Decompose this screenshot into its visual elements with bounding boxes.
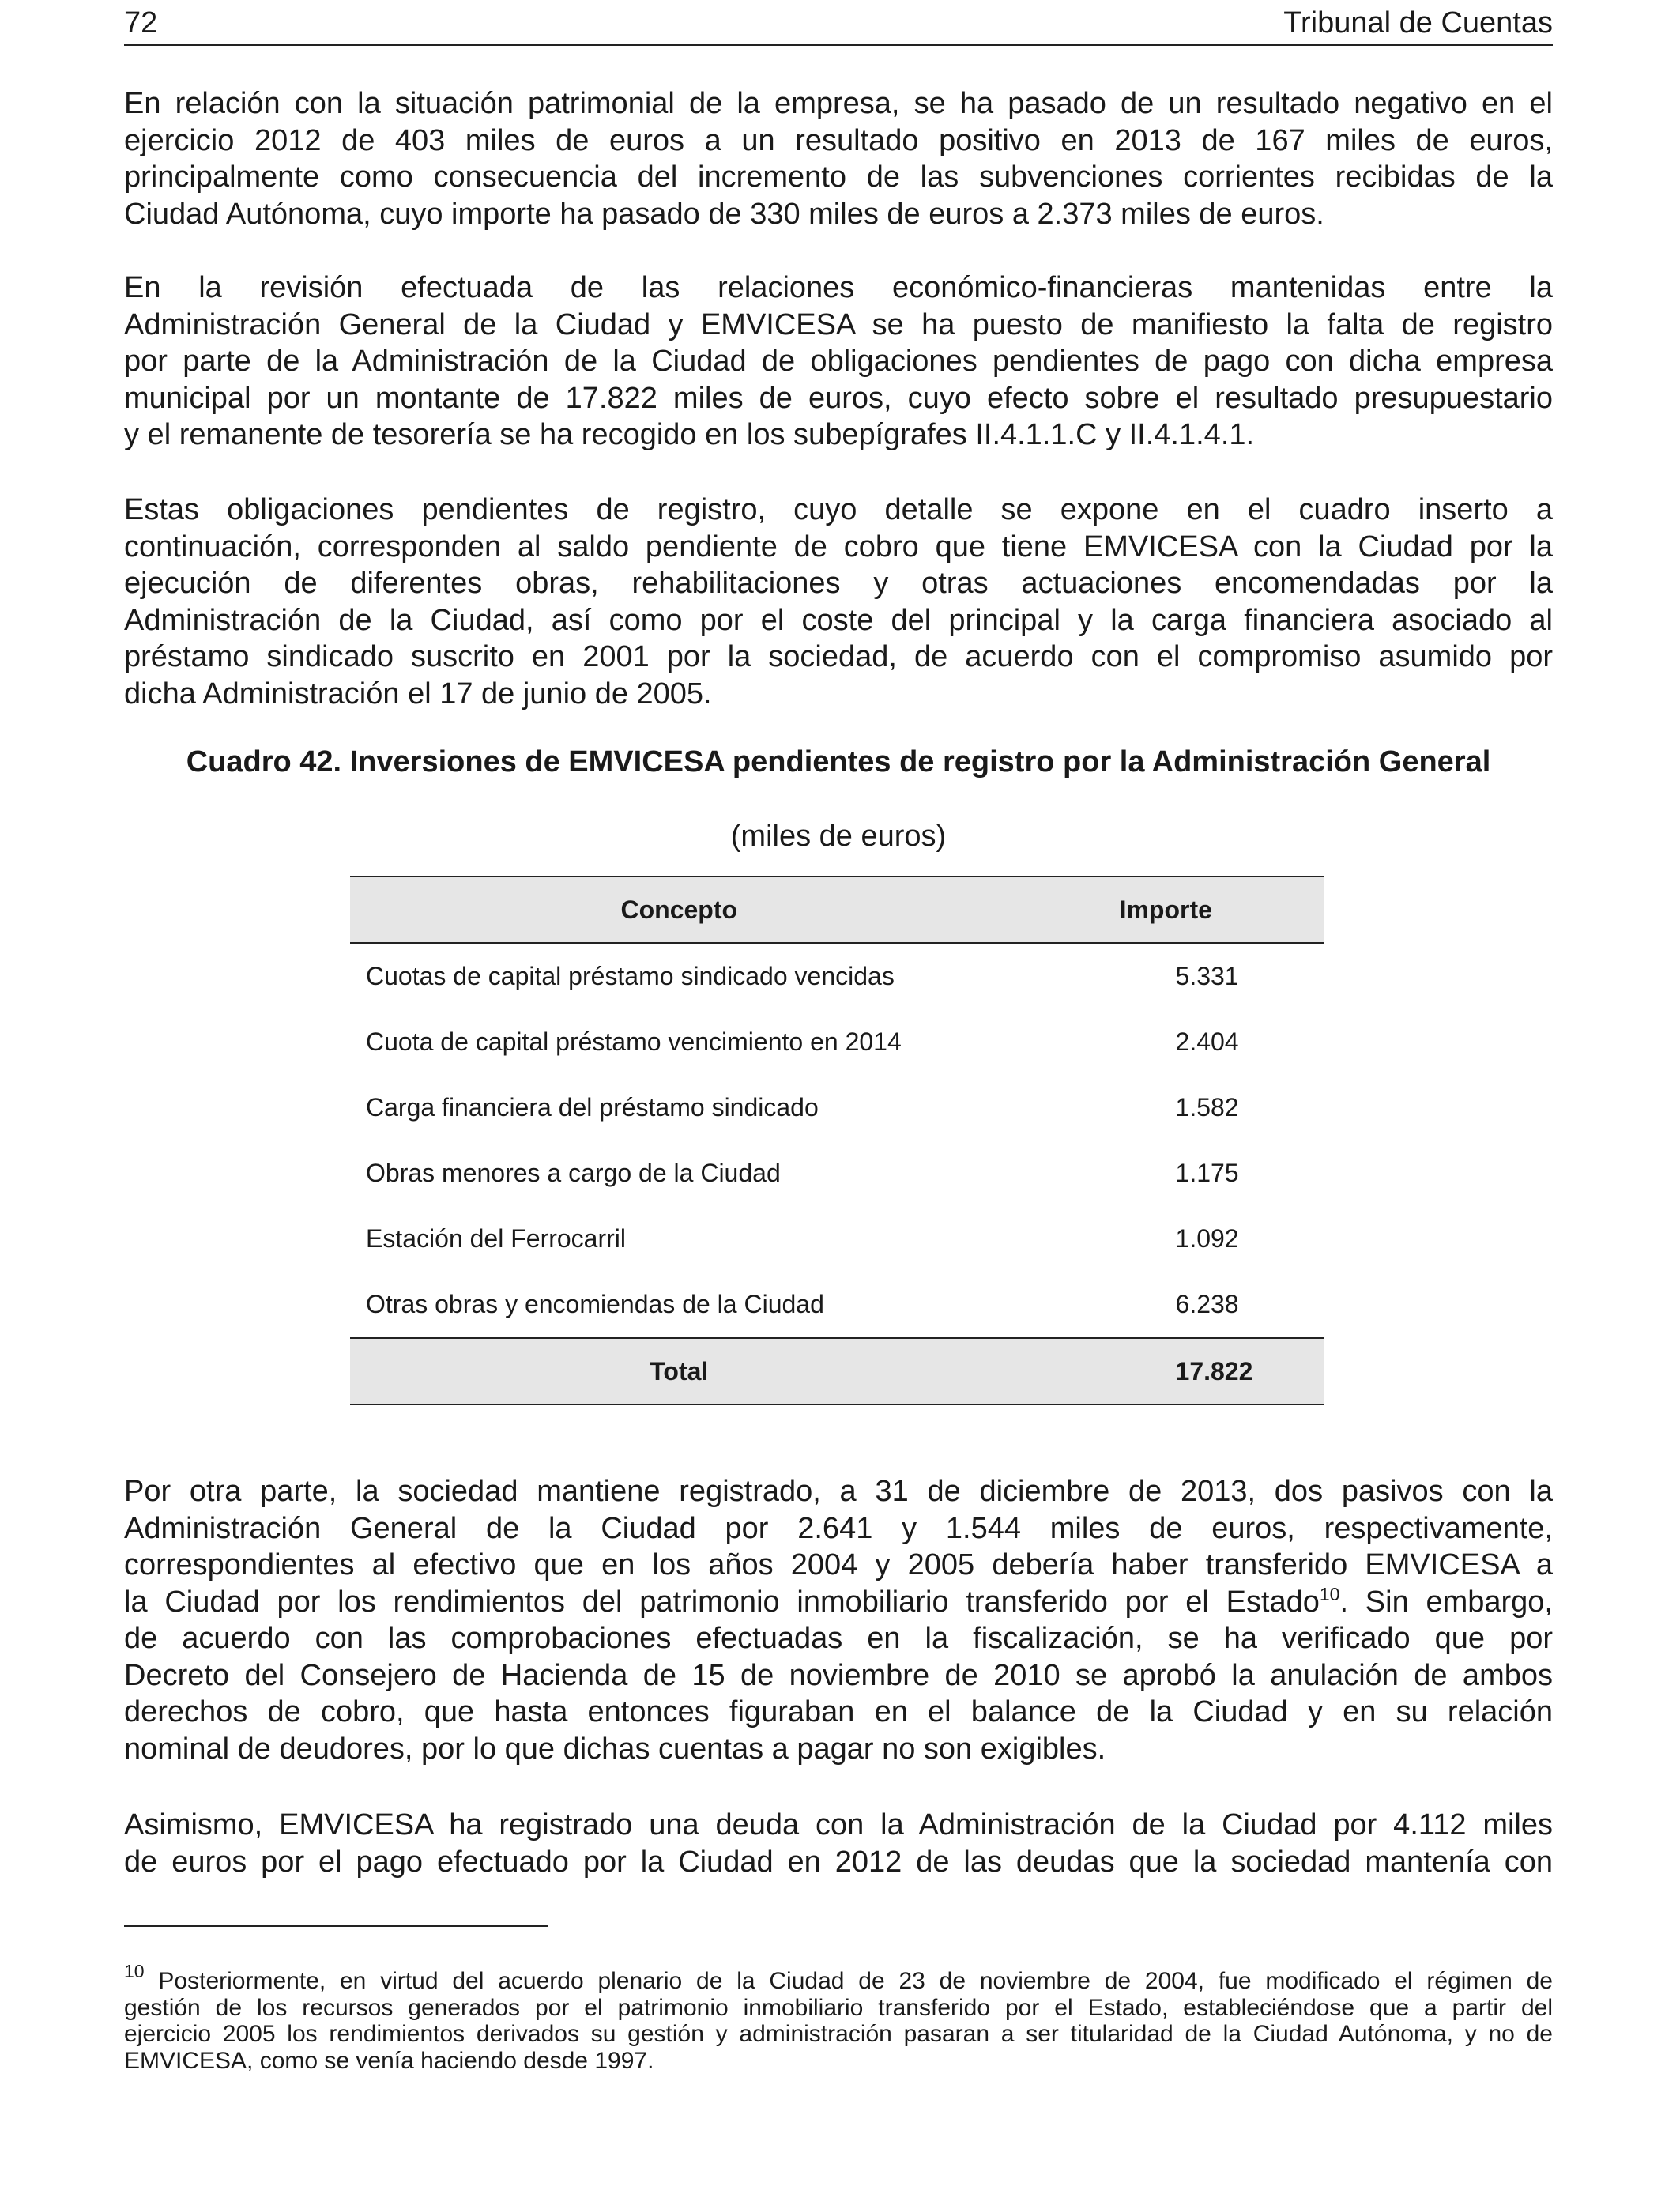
paragraph-line: Por otra parte, la sociedad mantiene registrado, a 31 de diciembre de 2013, dos pasivos con la [124,1475,1553,1508]
importe-cell: 5.331 [1175,962,1239,990]
table-row [350,943,1324,1009]
footnote-line [124,1961,1553,1995]
footnote [124,1961,1553,2074]
page-header [124,5,1553,46]
paragraph-line: de acuerdo con las comprobaciones efectuadas en la fiscalización, se ha verificado que por [124,1622,1553,1655]
paragraph-1 [124,85,1553,232]
importe-cell: 1.092 [1175,1224,1239,1253]
table-row [350,1075,1324,1140]
paragraph-4 [124,1473,1553,1767]
paragraph-line: dicha Administración el 17 de junio de 2005. [124,677,712,711]
paragraph-line: y el remanente de tesorería se ha recogido en los subepígrafes II.4.1.1.C y II.4.1.4.1. [124,418,1255,451]
line-text-tail: . Sin embargo, [1339,1585,1553,1619]
importe-cell: 1.582 [1175,1093,1239,1122]
paragraph-line: ejecución de diferentes obras, rehabilitaciones y otras actuaciones encomendadas por la [124,567,1553,600]
paragraph-line: Ciudad Autónoma, cuyo importe ha pasado de 330 miles de euros a 2.373 miles de euros. [124,197,1324,231]
footnote-separator [124,1925,548,1927]
page-number: 72 [124,6,158,40]
column-header-concepto: Concepto [350,876,1008,943]
table-row [350,1272,1324,1338]
paragraph-line: principalmente como consecuencia del incremento de las subvenciones corrientes recibidas de la [124,160,1553,194]
total-label: Total [350,1338,1008,1404]
paragraph-line: En la revisión efectuada de las relaciones económico-financieras mantenidas entre la [124,271,1553,304]
investments-table [350,876,1324,1405]
concepto-cell: Obras menores a cargo de la Ciudad [366,1159,781,1187]
paragraph-line-with-footnote-ref [124,1584,1553,1621]
paragraph-line: por parte de la Administración de la Ciudad de obligaciones pendientes de pago con dicha empresa [124,345,1553,378]
footnote-text: Posteriormente, en virtud del acuerdo plenario de la Ciudad de 23 de noviembre de 2004, fue modificado el régimen de [158,1968,1553,1994]
concepto-cell: Carga financiera del préstamo sindicado [366,1093,819,1122]
line-text: la Ciudad por los rendimientos del patrimonio inmobiliario transferido por el Estado [124,1585,1320,1619]
paragraph-2 [124,270,1553,454]
footnote-line: gestión de los recursos generados por el patrimonio inmobiliario transferido por el Estado, estableciéndose que a partir del [124,1994,1553,2021]
paragraph-line: nominal de deudores, por lo que dichas cuentas a pagar no son exigibles. [124,1732,1106,1766]
concepto-cell: Cuota de capital préstamo vencimiento en 2014 [366,1027,902,1056]
paragraph-line: préstamo sindicado suscrito en 2001 por la sociedad, de acuerdo con el compromiso asumido por [124,640,1553,673]
importe-cell: 1.175 [1175,1159,1239,1187]
total-value: 17.822 [1008,1338,1324,1404]
footnote-number: 10 [124,1961,145,1981]
paragraph-line: continuación, corresponden al saldo pendiente de cobro que tiene EMVICESA con la Ciudad por la [124,530,1553,564]
paragraph-line: municipal por un montante de 17.822 miles de euros, cuyo efecto sobre el resultado presupuestario [124,381,1553,415]
paragraph-line: correspondientes al efectivo que en los años 2004 y 2005 debería haber transferido EMVICESA a [124,1548,1553,1581]
footnote-reference[interactable]: 10 [1319,1583,1340,1604]
paragraph-line: ejercicio 2012 de 403 miles de euros a un resultado positivo en 2013 de 167 miles de euros, [124,123,1553,157]
paragraph-3 [124,492,1553,712]
importe-cell: 6.238 [1175,1290,1239,1318]
table-total-row [350,1338,1324,1404]
table-row [350,1009,1324,1075]
paragraph-line: derechos de cobro, que hasta entonces figuraban en el balance de la Ciudad y en su relación [124,1695,1553,1728]
concepto-cell: Estación del Ferrocarril [366,1224,626,1253]
table-caption: Cuadro 42. Inversiones de EMVICESA pendientes de registro por la Administración General [186,745,1491,778]
paragraph-line: Asimismo, EMVICESA ha registrado una deuda con la Administración de la Ciudad por 4.112 miles [124,1808,1553,1842]
paragraph-line: Administración General de la Ciudad y EMVICESA se ha puesto de manifiesto la falta de registro [124,307,1553,341]
running-title: Tribunal de Cuentas [1283,6,1553,40]
table-row [350,1206,1324,1272]
column-header-importe: Importe [1008,876,1324,943]
table-header-row [350,876,1324,943]
importe-cell: 2.404 [1175,1027,1239,1056]
footnote-line: EMVICESA, como se venía haciendo desde 1997. [124,2047,654,2074]
paragraph-line: Estas obligaciones pendientes de registro, cuyo detalle se expone en el cuadro inserto a [124,493,1553,526]
table-row [350,1140,1324,1206]
table-units: (miles de euros) [730,820,947,853]
paragraph-line: de euros por el pago efectuado por la Ciudad en 2012 de las deudas que la sociedad mantenía con [124,1845,1553,1879]
paragraph-line: Administración de la Ciudad, así como por el coste del principal y la carga financiera asociado al [124,603,1553,637]
paragraph-line: Decreto del Consejero de Hacienda de 15 de noviembre de 2010 se aprobó la anulación de ambos [124,1658,1553,1692]
paragraph-line: En relación con la situación patrimonial de la empresa, se ha pasado de un resultado negativo en el [124,87,1553,120]
paragraph-5 [124,1807,1553,1880]
concepto-cell: Cuotas de capital préstamo sindicado vencidas [366,962,895,990]
paragraph-line: Administración General de la Ciudad por 2.641 y 1.544 miles de euros, respectivamente, [124,1511,1553,1545]
footnote-line: ejercicio 2005 los rendimientos derivados su gestión y administración pasaran a ser titularidad de la Ciudad Autónoma, y no de [124,2021,1553,2047]
concepto-cell: Otras obras y encomiendas de la Ciudad [366,1290,824,1318]
